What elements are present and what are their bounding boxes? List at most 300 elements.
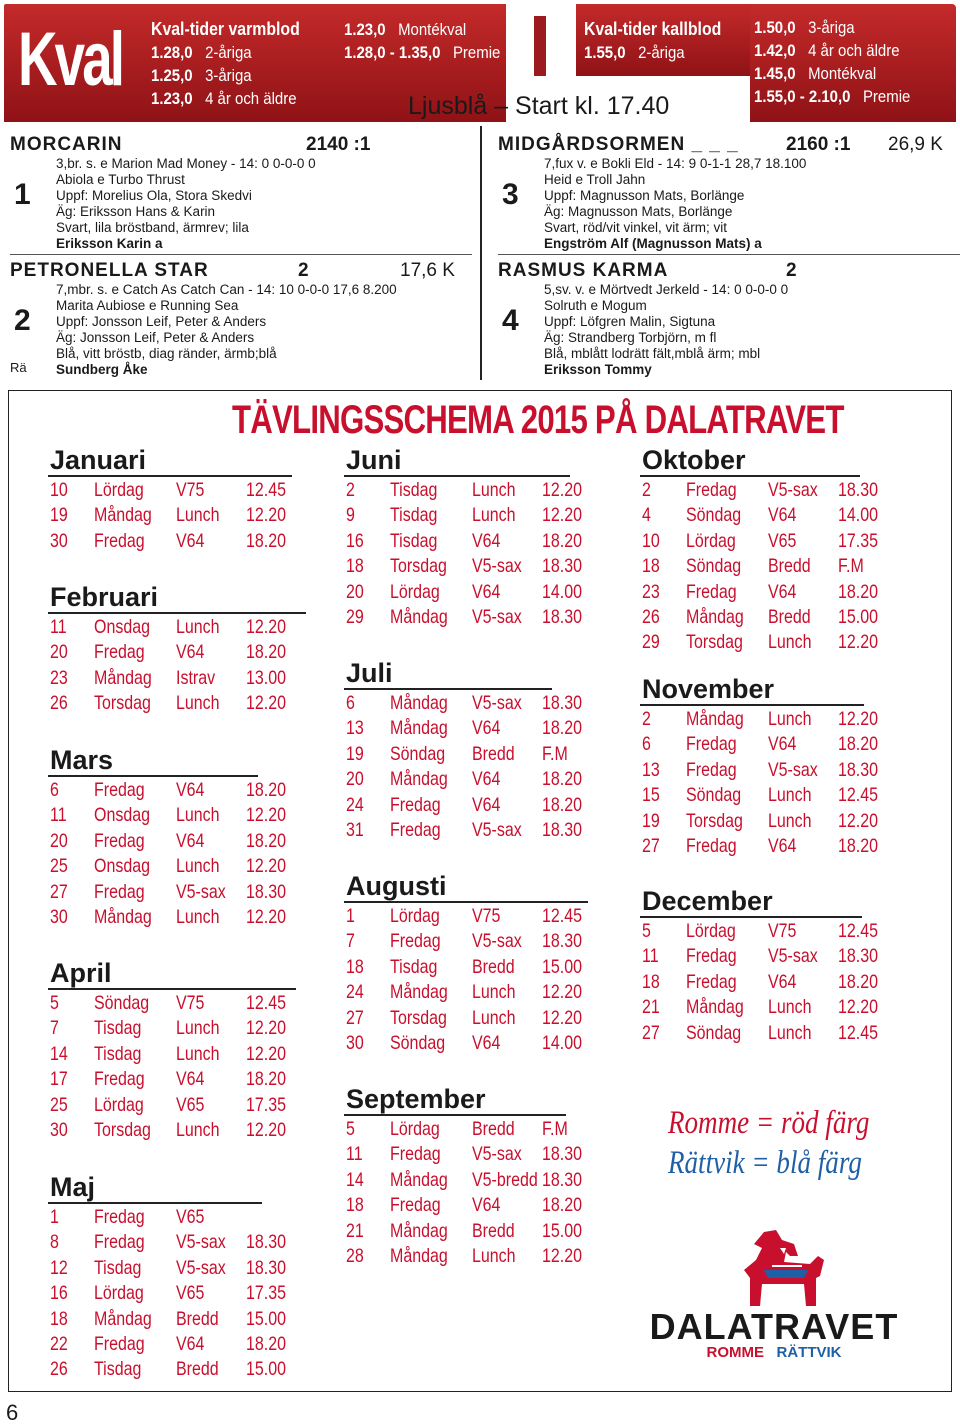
race-date: 23 — [50, 666, 68, 689]
race-date: 30 — [50, 529, 68, 552]
race-type: V5-sax — [176, 880, 226, 903]
month-heading: Oktober — [642, 445, 746, 475]
colors: Blå, vitt bröstb, diag ränder, ärmb;blå — [56, 346, 277, 361]
race-weekday: Fredag — [390, 930, 441, 953]
race-type: V64 — [176, 1068, 205, 1091]
race-day-row — [640, 994, 920, 1019]
month-section — [344, 1084, 624, 1268]
race-weekday: Fredag — [94, 880, 145, 903]
horse-info: 3,br. s. e Marion Mad Money - 14: 0 0-0-0 0 — [56, 156, 316, 171]
race-date: 26 — [642, 605, 660, 628]
race-time: 18.30 — [246, 880, 287, 903]
race-date: 2 — [642, 708, 651, 730]
race-type: Bredd — [472, 742, 515, 765]
race-date: 10 — [50, 479, 68, 501]
race-time: 18.30 — [246, 1231, 287, 1254]
distance: 2 — [786, 260, 797, 281]
race-time: 18.30 — [542, 692, 583, 714]
race-day-row — [48, 1117, 328, 1142]
race-weekday: Måndag — [686, 996, 744, 1019]
race-time: 18.30 — [542, 555, 583, 578]
race-type: V65 — [176, 1093, 205, 1116]
race-date: 5 — [50, 992, 59, 1014]
distance: 2160 :1 — [786, 134, 851, 155]
month-heading: Juli — [346, 658, 393, 688]
race-date: 6 — [642, 733, 651, 756]
montekval-times — [344, 18, 500, 64]
race-weekday: Måndag — [94, 666, 152, 689]
race-time: 14.00 — [542, 580, 583, 603]
race-time: 18.30 — [542, 1143, 583, 1166]
race-date: 25 — [50, 855, 68, 878]
race-type: V64 — [472, 1194, 501, 1217]
race-weekday: Lördag — [390, 905, 440, 927]
race-time: 12.20 — [542, 1244, 583, 1267]
race-type: Lunch — [472, 1006, 516, 1029]
race-weekday: Söndag — [390, 742, 446, 765]
race-weekday: Fredag — [686, 834, 737, 857]
race-time: 17.35 — [838, 529, 879, 552]
race-date: 1 — [346, 905, 355, 927]
race-date: 30 — [50, 905, 68, 928]
race-day-row — [344, 1243, 624, 1268]
race-date: 20 — [50, 641, 68, 664]
race-type: Istrav — [176, 666, 216, 689]
race-date: 22 — [50, 1332, 68, 1355]
race-date: 18 — [346, 955, 364, 978]
race-type: Bredd — [176, 1358, 219, 1381]
race-weekday: Onsdag — [94, 616, 151, 638]
owner: Äg: Eriksson Hans & Karin — [56, 204, 216, 219]
colors: Svart, röd/vit vinkel, vit ärm; vit — [544, 220, 728, 235]
race-weekday: Fredag — [390, 1143, 441, 1166]
race-day-row — [48, 502, 328, 527]
race-time: 12.20 — [838, 631, 879, 654]
race-weekday: Tisdag — [94, 1256, 142, 1279]
owner: Äg: Strandberg Torbjörn, m fl — [544, 330, 717, 345]
race-weekday: Söndag — [94, 992, 150, 1014]
month-heading: Februari — [50, 582, 159, 612]
month-section — [640, 886, 920, 1045]
horse-name: MIDGÅRDSORMEN _ _ _ — [498, 134, 739, 155]
race-day-row — [48, 879, 328, 904]
race-day-row — [344, 553, 624, 578]
race-time: 18.30 — [838, 479, 879, 501]
race-type: Lunch — [176, 1017, 220, 1040]
race-day-row — [640, 969, 920, 994]
race-type: V64 — [768, 834, 797, 857]
race-time: 18.20 — [246, 641, 287, 664]
owner: Äg: Jonsson Leif, Peter & Anders — [56, 330, 255, 345]
race-day-row — [640, 943, 920, 968]
race-time: 18.20 — [838, 733, 879, 756]
pedigree: Heid e Troll Jahn — [544, 172, 646, 187]
race-time: 18.20 — [838, 834, 879, 857]
month-section — [48, 1172, 328, 1382]
race-type: V5-sax — [472, 692, 522, 714]
race-type: V64 — [472, 580, 501, 603]
kallblod-times-right — [754, 16, 910, 108]
race-day-row — [344, 1192, 624, 1217]
race-day-row — [48, 777, 328, 802]
race-date: 15 — [642, 784, 660, 807]
race-day-row — [344, 1030, 624, 1055]
month-section — [640, 445, 920, 655]
race-time: 15.00 — [246, 1307, 287, 1330]
race-date: 27 — [50, 880, 68, 903]
race-weekday: Tisdag — [390, 529, 438, 552]
race-time: 18.20 — [542, 529, 583, 552]
month-heading: September — [346, 1084, 486, 1114]
race-time: 18.20 — [838, 970, 879, 993]
race-weekday: Lördag — [390, 1118, 440, 1140]
race-day-row — [344, 604, 624, 629]
race-day-row — [344, 1218, 624, 1243]
race-date: 6 — [50, 779, 59, 801]
month-section — [48, 745, 328, 929]
race-type: V65 — [768, 529, 797, 552]
colors: Svart, lila bröstband, ärmrev; lila — [56, 220, 249, 235]
driver: Engström Alf (Magnusson Mats) a — [544, 236, 762, 251]
race-weekday: Söndag — [686, 555, 742, 578]
race-time: 12.20 — [542, 1006, 583, 1029]
race-day-row — [48, 904, 328, 929]
race-type: V5-sax — [768, 479, 818, 501]
month-heading: Augusti — [346, 871, 447, 901]
start-time-heading: Ljusblå – Start kl. 17.40 — [408, 92, 670, 120]
race-day-row — [48, 1066, 328, 1091]
race-weekday: Torsdag — [390, 1006, 447, 1029]
race-time: 12.20 — [246, 1017, 287, 1040]
race-weekday: Onsdag — [94, 804, 151, 827]
varmblod-row: 1.25,0 3-åriga — [151, 66, 252, 85]
start-number: 1 — [14, 178, 31, 211]
race-type: V75 — [768, 920, 797, 942]
kallblod-row: 1.55,0 - 2.10,0 Premie — [754, 87, 911, 106]
race-time: 18.30 — [838, 758, 879, 781]
race-time: 18.20 — [246, 529, 287, 552]
month-section — [344, 445, 624, 629]
race-type: Lunch — [472, 1244, 516, 1267]
race-type: V64 — [768, 580, 797, 603]
race-time: 14.00 — [542, 1031, 583, 1054]
race-date: 11 — [642, 945, 659, 968]
race-day-row — [344, 979, 624, 1004]
race-date: 9 — [346, 504, 355, 527]
month-heading: Juni — [346, 445, 402, 475]
race-weekday: Fredag — [686, 970, 737, 993]
race-day-row — [640, 528, 920, 553]
race-type: V64 — [768, 733, 797, 756]
race-time: 12.20 — [246, 804, 287, 827]
month-heading: Mars — [50, 745, 114, 775]
kallblod-title: Kval-tider kallblod — [584, 19, 722, 39]
race-type: V64 — [472, 793, 501, 816]
race-date: 19 — [50, 504, 68, 527]
distance: 2140 :1 — [306, 134, 371, 155]
race-day-row — [640, 502, 920, 527]
race-date: 19 — [346, 742, 364, 765]
race-day-row — [344, 477, 624, 502]
race-weekday: Lördag — [686, 920, 736, 942]
race-date: 8 — [50, 1231, 59, 1254]
race-date: 27 — [642, 834, 660, 857]
varmblod-row: 1.23,0 4 år och äldre — [151, 89, 297, 108]
race-weekday: Lördag — [94, 1093, 144, 1116]
race-type: V5-sax — [472, 605, 522, 628]
driver: Eriksson Karin a — [56, 236, 163, 251]
track-color-legend — [668, 1103, 869, 1183]
race-day-row — [48, 477, 328, 502]
side-note: Rä — [10, 360, 27, 375]
race-type: V64 — [176, 779, 205, 801]
race-time: 18.30 — [246, 1256, 287, 1279]
start-number: 2 — [14, 304, 31, 337]
race-date: 1 — [50, 1206, 59, 1228]
race-date: 11 — [50, 804, 67, 827]
race-time: 12.20 — [246, 504, 287, 527]
race-day-row — [48, 1255, 328, 1280]
race-weekday: Måndag — [94, 905, 152, 928]
race-time: 12.20 — [542, 981, 583, 1004]
race-day-row — [48, 1356, 328, 1381]
race-day-row — [48, 1092, 328, 1117]
race-type: Lunch — [176, 1042, 220, 1065]
race-type: V64 — [768, 970, 797, 993]
kallblod-row: 1.42,0 4 år och äldre — [754, 41, 900, 60]
race-time: 12.20 — [838, 708, 879, 730]
race-type: V5-bredd — [472, 1168, 538, 1191]
race-date: 18 — [642, 555, 660, 578]
race-time: 12.20 — [246, 1118, 287, 1141]
race-weekday: Tisdag — [94, 1017, 142, 1040]
race-date: 18 — [642, 970, 660, 993]
race-day-row — [48, 853, 328, 878]
kallblod-row: 1.45,0 Montékval — [754, 64, 877, 83]
race-weekday: Fredag — [94, 1332, 145, 1355]
race-weekday: Söndag — [686, 504, 742, 527]
race-type: Lunch — [176, 692, 220, 715]
race-day-row — [48, 639, 328, 664]
race-type: Lunch — [176, 1118, 220, 1141]
dalatravet-logo — [636, 1224, 912, 1364]
race-date: 16 — [346, 529, 364, 552]
race-day-row — [640, 477, 920, 502]
legend-rattvik: Rättvik = blå färg — [668, 1145, 862, 1181]
race-day-row — [344, 903, 624, 928]
race-day-row — [344, 792, 624, 817]
race-time: 12.20 — [246, 692, 287, 715]
race-time: 18.30 — [542, 930, 583, 953]
month-heading: April — [50, 958, 112, 988]
race-date: 26 — [50, 1358, 68, 1381]
race-date: 5 — [642, 920, 651, 942]
race-date: 14 — [50, 1042, 68, 1065]
race-weekday: Söndag — [686, 1021, 742, 1044]
race-time: 18.20 — [542, 768, 583, 791]
month-heading: December — [642, 886, 773, 916]
horse-name: RASMUS KARMA — [498, 260, 669, 281]
race-weekday: Fredag — [686, 479, 737, 501]
race-date: 13 — [642, 758, 660, 781]
pedigree: Abiola e Turbo Thrust — [56, 172, 185, 187]
race-weekday: Tisdag — [390, 479, 438, 501]
race-weekday: Onsdag — [94, 855, 151, 878]
race-time: 12.20 — [246, 616, 287, 638]
race-entry — [498, 260, 958, 380]
race-day-row — [344, 715, 624, 740]
race-day-row — [344, 928, 624, 953]
race-type: V64 — [472, 768, 501, 791]
race-date: 28 — [346, 1244, 364, 1267]
race-time: 18.30 — [542, 605, 583, 628]
race-type: V65 — [176, 1206, 205, 1228]
month-section — [344, 871, 624, 1055]
odds: 17,6 K — [400, 260, 455, 281]
race-weekday: Fredag — [94, 829, 145, 852]
race-weekday: Torsdag — [390, 555, 447, 578]
race-type: Lunch — [768, 631, 812, 654]
race-type: Lunch — [768, 809, 812, 832]
race-day-row — [48, 665, 328, 690]
race-day-row — [640, 629, 920, 654]
race-date: 11 — [50, 616, 67, 638]
race-date: 21 — [642, 996, 660, 1019]
varmblod-times — [151, 18, 300, 110]
month-heading: Maj — [50, 1172, 96, 1202]
varmblod-row: 1.28,0 2-åriga — [151, 43, 252, 62]
horse-info: 7,fux v. e Bokli Eld - 14: 9 0-1-1 28,7 18.100 — [544, 156, 807, 171]
montekval-row: 1.23,0 Montékval — [344, 20, 467, 39]
race-date: 27 — [642, 1021, 660, 1044]
dala-horse-icon — [636, 1224, 912, 1308]
race-type: Lunch — [472, 504, 516, 527]
race-type: Bredd — [472, 1219, 515, 1242]
race-time: 18.30 — [542, 818, 583, 841]
month-section — [344, 658, 624, 842]
race-day-row — [344, 766, 624, 791]
race-day-row — [48, 1229, 328, 1254]
race-type: V64 — [176, 1332, 205, 1355]
race-time: 12.20 — [838, 996, 879, 1019]
horse-name: PETRONELLA STAR — [10, 260, 209, 281]
race-date: 18 — [50, 1307, 68, 1330]
race-type: V5-sax — [768, 758, 818, 781]
race-entry — [10, 260, 470, 380]
race-time: 12.20 — [542, 504, 583, 527]
race-day-row — [344, 741, 624, 766]
race-date: 18 — [346, 555, 364, 578]
race-weekday: Måndag — [390, 768, 448, 791]
race-weekday: Lördag — [94, 479, 144, 501]
race-weekday: Söndag — [390, 1031, 446, 1054]
race-day-row — [48, 1280, 328, 1305]
race-date: 6 — [346, 692, 355, 714]
race-date: 27 — [346, 1006, 364, 1029]
race-weekday: Måndag — [390, 605, 448, 628]
race-date: 24 — [346, 793, 364, 816]
race-time: 14.00 — [838, 504, 879, 527]
race-day-row — [48, 802, 328, 827]
race-date: 20 — [346, 768, 364, 791]
race-day-row — [640, 757, 920, 782]
owner: Äg: Magnusson Mats, Borlänge — [544, 204, 733, 219]
race-time: 18.30 — [838, 945, 879, 968]
race-weekday: Fredag — [390, 1194, 441, 1217]
race-type: Lunch — [472, 981, 516, 1004]
kallblod-row: 1.55,0 2-åriga — [584, 43, 685, 62]
legend-romme: Romme = röd färg — [668, 1105, 870, 1141]
month-section — [48, 958, 328, 1142]
month-section — [48, 582, 328, 716]
race-type: Bredd — [472, 955, 515, 978]
race-time: 12.20 — [246, 905, 287, 928]
entry-rule — [10, 254, 472, 255]
horse-info: 7,mbr. s. e Catch As Catch Can - 14: 10 0-0-0 17,6 8.200 — [56, 282, 397, 297]
logo-subtitle — [636, 1344, 912, 1361]
race-weekday: Torsdag — [686, 631, 743, 654]
race-weekday: Torsdag — [94, 692, 151, 715]
race-time: 18.20 — [246, 1068, 287, 1091]
race-time: F.M — [838, 555, 864, 578]
race-entry — [10, 134, 470, 254]
race-weekday: Måndag — [390, 1244, 448, 1267]
race-type: Lunch — [768, 1021, 812, 1044]
race-type: V64 — [768, 504, 797, 527]
distance: 2 — [298, 260, 309, 281]
race-weekday: Måndag — [390, 1219, 448, 1242]
race-weekday: Fredag — [94, 641, 145, 664]
race-weekday: Måndag — [94, 1307, 152, 1330]
race-day-row — [640, 782, 920, 807]
race-date: 11 — [346, 1143, 363, 1166]
race-time: 13.00 — [246, 666, 287, 689]
driver: Eriksson Tommy — [544, 362, 652, 377]
race-entry — [498, 134, 958, 254]
race-type: V75 — [176, 479, 205, 501]
race-day-row — [640, 918, 920, 943]
race-day-row — [48, 690, 328, 715]
race-weekday: Torsdag — [686, 809, 743, 832]
race-weekday: Fredag — [686, 580, 737, 603]
race-date: 20 — [50, 829, 68, 852]
montekval-row: 1.28,0 - 1.35,0 Premie — [344, 43, 501, 62]
race-type: Lunch — [768, 784, 812, 807]
race-date: 2 — [642, 479, 651, 501]
driver: Sundberg Åke — [56, 362, 148, 377]
race-time: 17.35 — [246, 1282, 287, 1305]
race-day-row — [48, 1041, 328, 1066]
race-time: 12.45 — [246, 992, 287, 1014]
race-date: 31 — [346, 818, 364, 841]
race-day-row — [48, 990, 328, 1015]
race-weekday: Måndag — [390, 692, 448, 714]
varmblod-title: Kval-tider varmblod — [151, 19, 300, 39]
race-weekday: Måndag — [686, 605, 744, 628]
race-weekday: Lördag — [686, 529, 736, 552]
race-day-row — [48, 828, 328, 853]
breeder: Uppf: Magnusson Mats, Borlänge — [544, 188, 745, 203]
race-day-row — [48, 1306, 328, 1331]
race-day-row — [640, 731, 920, 756]
race-type: V5-sax — [472, 818, 522, 841]
logo-romme: ROMME — [706, 1344, 764, 1361]
race-day-row — [48, 1015, 328, 1040]
race-time: 12.20 — [542, 479, 583, 501]
race-date: 26 — [50, 692, 68, 715]
race-type: Lunch — [768, 996, 812, 1019]
race-day-row — [640, 1020, 920, 1045]
